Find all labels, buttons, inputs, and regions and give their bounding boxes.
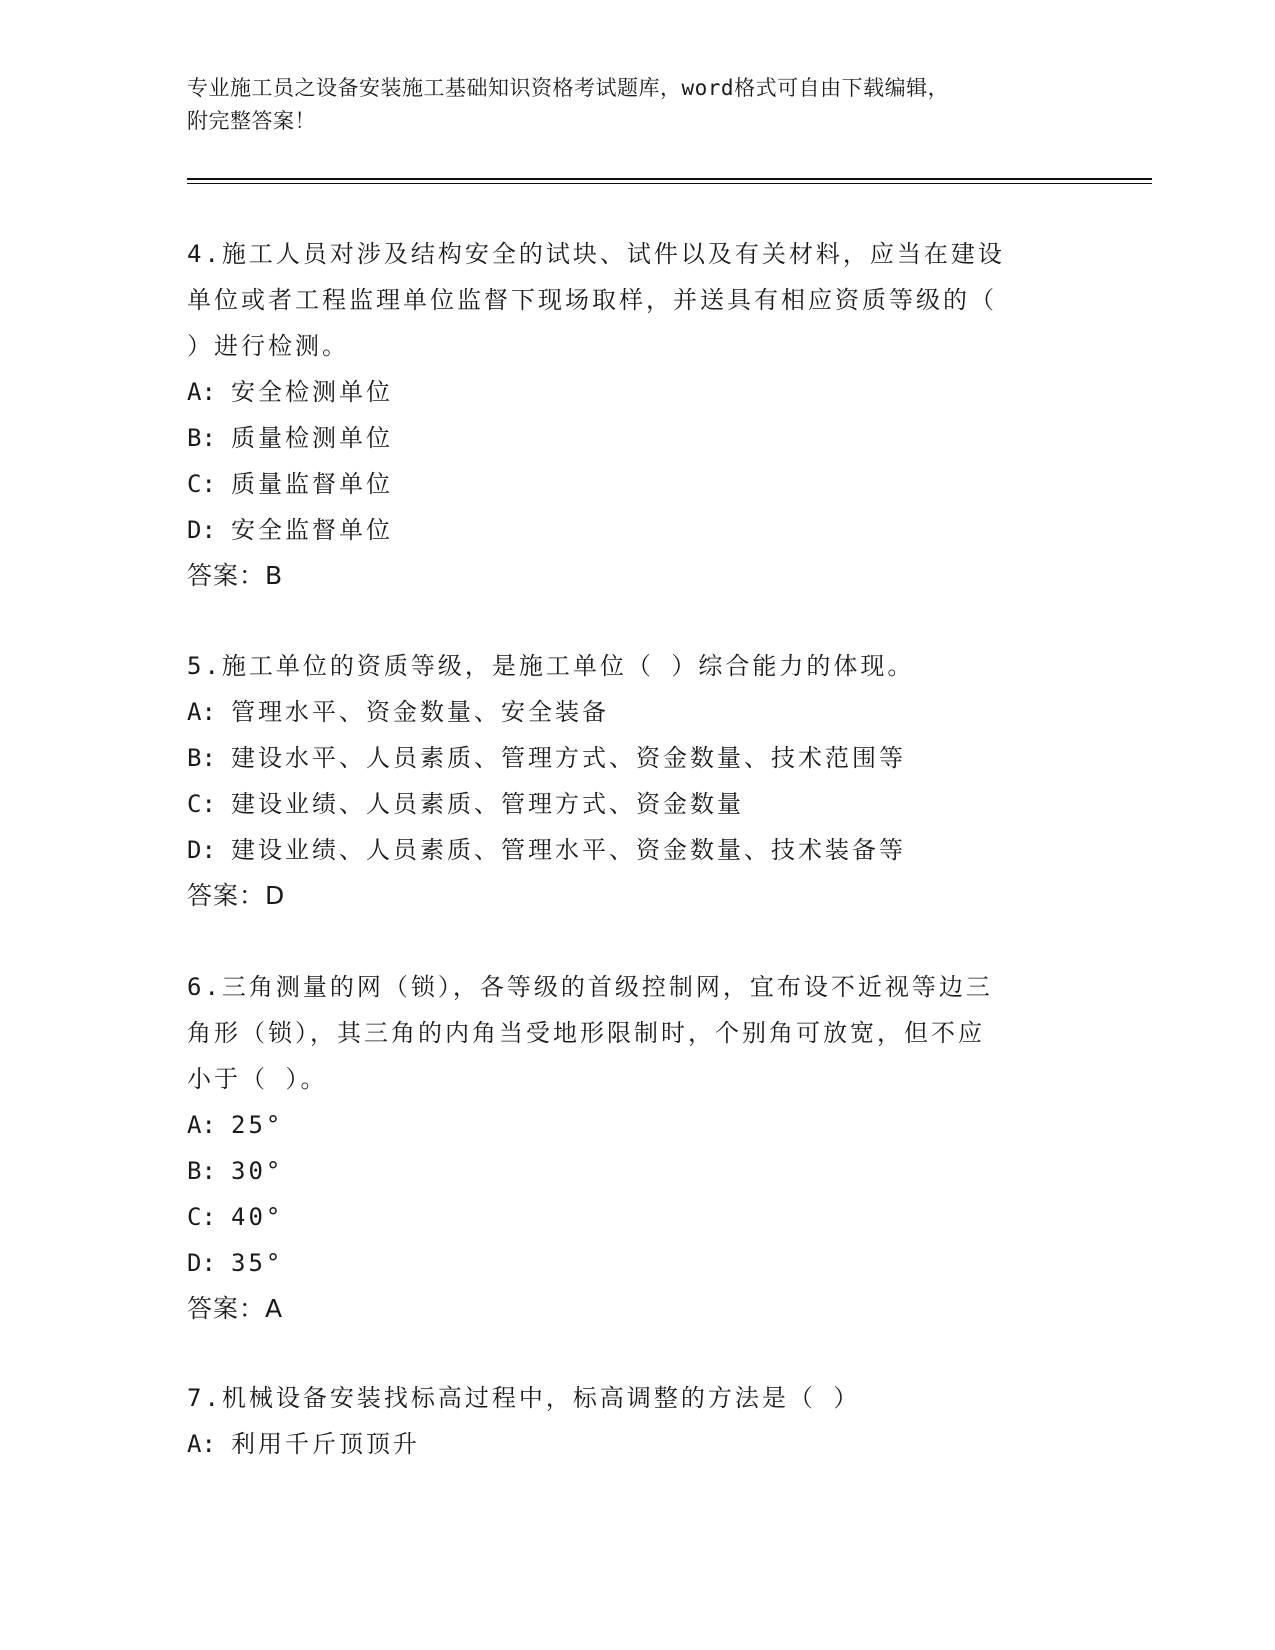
option-text: 利用千斤顶顶升 (231, 1430, 420, 1458)
option-b (187, 735, 1067, 781)
option-letter: C: (187, 790, 216, 818)
option-letter: C: (187, 1203, 216, 1231)
option-c (187, 461, 1067, 507)
option-letter: D: (187, 836, 216, 864)
question-stem-line: 角形（锁），其三角的内角当受地形限制时，个别角可放宽，但不应 (187, 1019, 985, 1047)
option-a (187, 1102, 1067, 1148)
question-stem-line: 小于（ ）。 (187, 1065, 328, 1093)
option-letter: D: (187, 1249, 216, 1277)
option-text: 30° (231, 1157, 284, 1185)
option-b (187, 1148, 1067, 1194)
option-text: 25° (231, 1111, 284, 1139)
option-text: 40° (231, 1203, 284, 1231)
question-5 (187, 643, 1067, 919)
answer-line: 答案：D (187, 881, 286, 910)
answer-line: 答案：A (187, 1294, 284, 1323)
header-divider-bottom (187, 183, 1152, 184)
option-a (187, 369, 1067, 415)
option-letter: A: (187, 698, 216, 726)
option-text: 安全检测单位 (231, 378, 393, 406)
option-a (187, 689, 1067, 735)
question-stem-line: 5.施工单位的资质等级，是施工单位（ ）综合能力的体现。 (187, 652, 915, 680)
option-text: 建设业绩、人员素质、管理方式、资金数量 (231, 790, 744, 818)
option-text: 建设水平、人员素质、管理方式、资金数量、技术范围等 (231, 744, 906, 772)
option-d (187, 507, 1067, 553)
question-4 (187, 231, 1067, 599)
question-stem-line: 6.三角测量的网（锁），各等级的首级控制网，宜布设不近视等边三 (187, 973, 993, 1001)
option-text: 质量检测单位 (231, 424, 393, 452)
question-7 (187, 1375, 1067, 1467)
option-letter: A: (187, 1111, 216, 1139)
option-c (187, 781, 1067, 827)
question-stem-line: 7.机械设备安装找标高过程中，标高调整的方法是（ ） (187, 1384, 861, 1412)
option-d (187, 827, 1067, 873)
option-text: 管理水平、资金数量、安全装备 (231, 698, 609, 726)
option-letter: B: (187, 424, 216, 452)
option-letter: A: (187, 378, 216, 406)
option-letter: B: (187, 744, 216, 772)
option-letter: A: (187, 1430, 216, 1458)
option-text: 35° (231, 1249, 284, 1277)
header-line-1: 专业施工员之设备安装施工基础知识资格考试题库，word格式可自由下载编辑， (187, 76, 950, 100)
answer-line: 答案：B (187, 561, 284, 590)
option-letter: D: (187, 516, 216, 544)
document-header (187, 72, 1067, 138)
option-text: 安全监督单位 (231, 516, 393, 544)
option-b (187, 415, 1067, 461)
option-d (187, 1240, 1067, 1286)
question-6 (187, 964, 1067, 1332)
question-stem-line: 单位或者工程监理单位监督下现场取样，并送具有相应资质等级的（ (187, 286, 997, 314)
option-a (187, 1421, 1067, 1467)
option-text: 建设业绩、人员素质、管理水平、资金数量、技术装备等 (231, 836, 906, 864)
option-text: 质量监督单位 (231, 470, 393, 498)
option-letter: B: (187, 1157, 216, 1185)
question-stem-line: ）进行检测。 (187, 332, 349, 360)
header-divider-top (187, 178, 1152, 180)
option-letter: C: (187, 470, 216, 498)
header-line-2: 附完整答案！ (187, 109, 316, 133)
option-c (187, 1194, 1067, 1240)
question-stem-line: 4.施工人员对涉及结构安全的试块、试件以及有关材料，应当在建设 (187, 240, 1005, 268)
